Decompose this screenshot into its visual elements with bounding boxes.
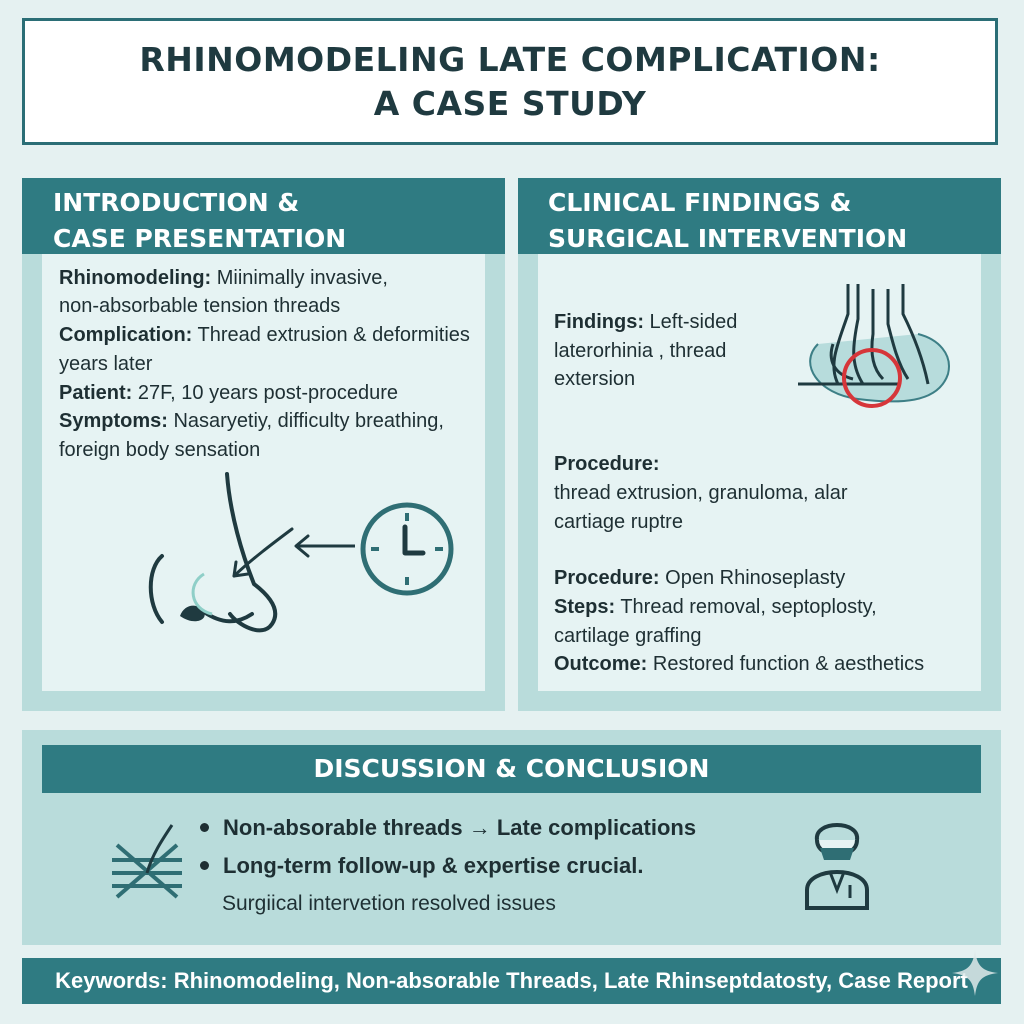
intro-item-threads: non-absorbable tension threads bbox=[59, 295, 341, 317]
intro-heading-line1: INTRODUCTION & bbox=[53, 188, 300, 217]
intro-item-foreign-body: foreign body sensation bbox=[59, 439, 261, 461]
procedure1-label: Procedure: bbox=[554, 453, 660, 475]
surgeon-icon bbox=[802, 810, 872, 910]
page-title-line2: A CASE STUDY bbox=[373, 83, 647, 123]
thread-arrow-icon bbox=[222, 524, 302, 584]
clinical-panel bbox=[518, 178, 1001, 711]
clinical-heading-line1: CLINICAL FINDINGS & bbox=[548, 188, 852, 217]
procedure1-line2: cartiage ruptre bbox=[554, 511, 683, 533]
clinical-body bbox=[538, 254, 981, 691]
intro-item-years: years later bbox=[59, 353, 153, 375]
crossed-threads-icon bbox=[107, 825, 187, 905]
page-title-line1: RHINOMODELING LATE COMPLICATION: bbox=[139, 39, 881, 79]
intro-item-rhinomodeling: Rhinomodeling: Miinimally invasive, bbox=[59, 267, 388, 289]
keywords-bar bbox=[22, 958, 1001, 1004]
nose-threads-icon bbox=[778, 284, 978, 434]
clock-icon bbox=[357, 499, 457, 599]
steps-line1: Steps: Thread removal, septoplosty, bbox=[554, 596, 877, 618]
findings-line2: laterorhinia , thread bbox=[554, 340, 727, 362]
intro-heading bbox=[22, 178, 505, 254]
intro-heading-line2: CASE PRESENTATION bbox=[53, 224, 347, 253]
intro-item-symptoms: Symptoms: Nasaryetiy, difficulty breathing, bbox=[59, 410, 444, 432]
clinical-heading-line2: SURGICAL INTERVENTION bbox=[548, 224, 908, 253]
arrow-left-icon bbox=[292, 534, 357, 558]
keywords-text: Keywords: Rhinomodeling, Non-absorable Threads, Late Rhinseptdatosty, Case Report bbox=[55, 968, 968, 993]
discussion-heading-text: DISCUSSION & CONCLUSION bbox=[313, 754, 710, 783]
intro-body bbox=[42, 254, 485, 691]
procedure1-line1: thread extrusion, granuloma, alar bbox=[554, 482, 848, 504]
intro-panel bbox=[22, 178, 505, 711]
intro-item-patient: Patient: 27F, 10 years post-procedure bbox=[59, 382, 399, 404]
discussion-panel bbox=[22, 730, 1001, 945]
title-box bbox=[22, 18, 998, 145]
procedure2-line: Procedure: Open Rhinoseplasty bbox=[554, 567, 846, 589]
findings-line3: extersion bbox=[554, 368, 636, 390]
discussion-tail: Surgiical intervetion resolved issues bbox=[222, 892, 556, 915]
clinical-heading bbox=[518, 178, 1001, 254]
intro-item-complication: Complication: Thread extrusion & deformities bbox=[59, 324, 470, 346]
sparkle-icon bbox=[950, 948, 1000, 998]
findings-line1: Findings: Left-sided bbox=[554, 311, 738, 333]
steps-line2: cartilage graffing bbox=[554, 625, 702, 647]
discussion-bullet-1: Non-absorable threads → Late complications bbox=[200, 810, 696, 846]
outcome-line: Outcome: Restored function & aesthetics bbox=[554, 653, 925, 675]
discussion-heading bbox=[42, 745, 981, 793]
discussion-bullet-2: Long-term follow-up & expertise crucial. bbox=[200, 848, 644, 884]
